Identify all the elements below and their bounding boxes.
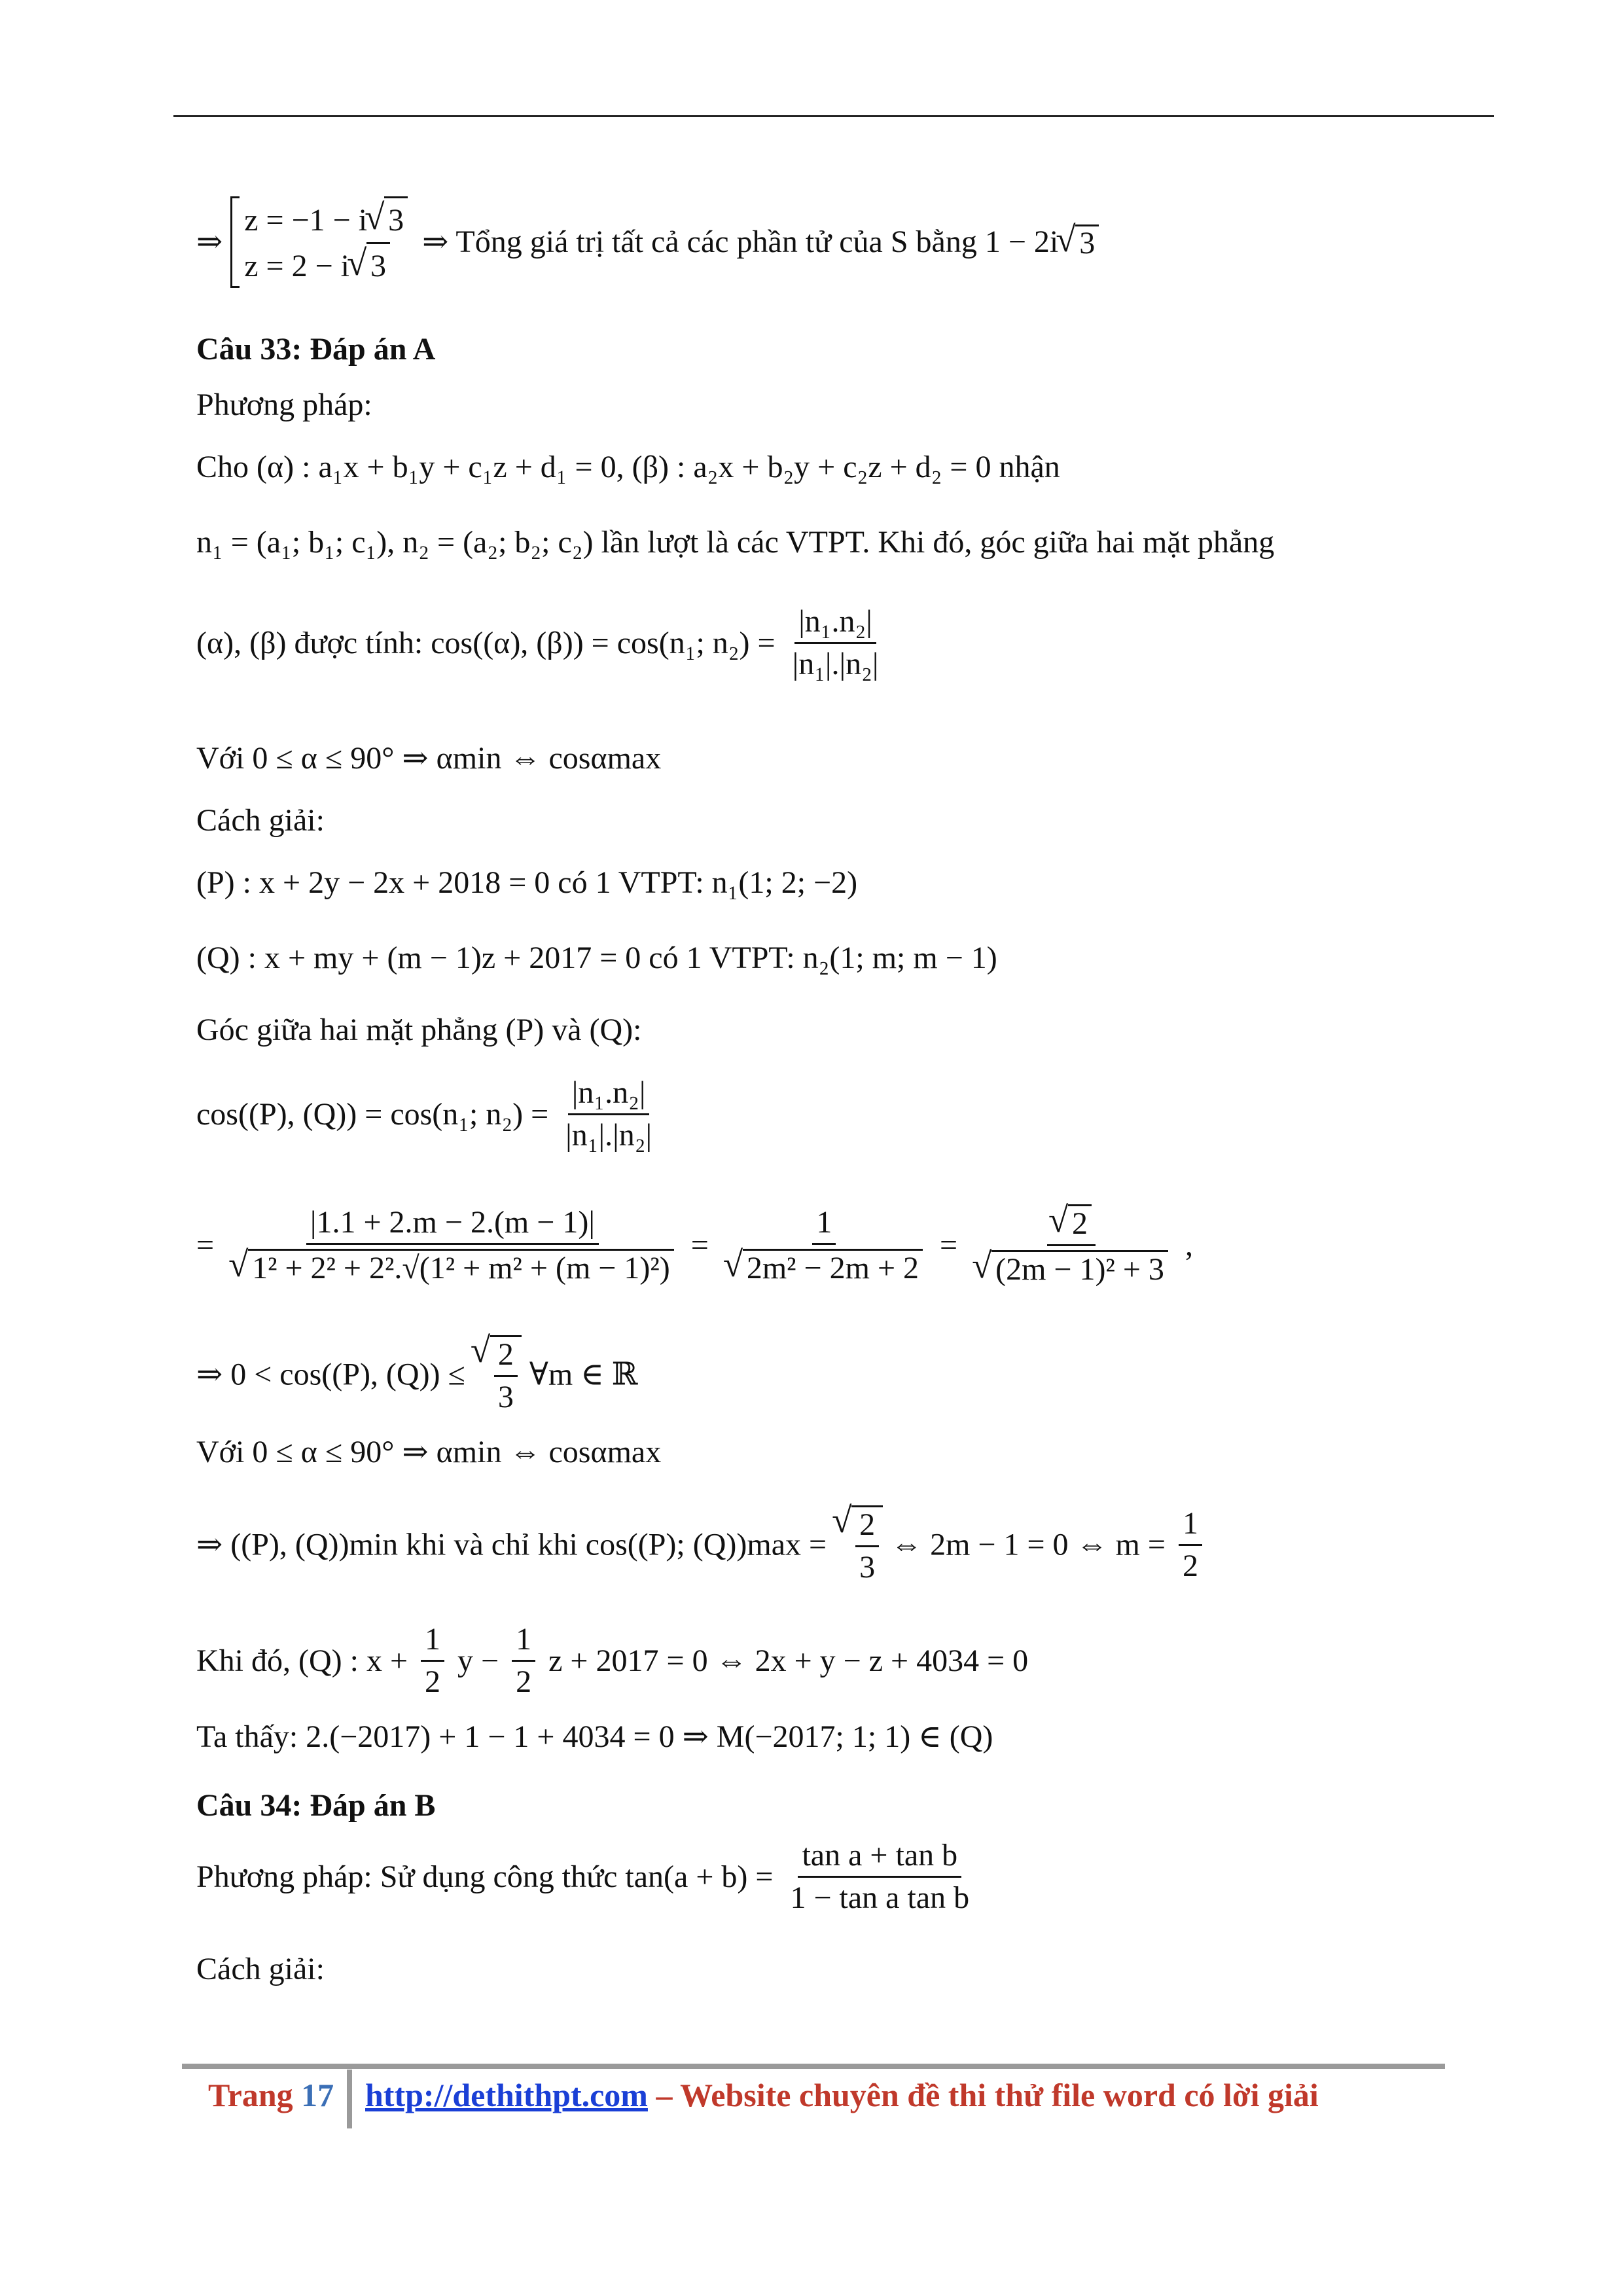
plane-Q-result: Khi đó, (Q) : x + $\frac{1}{2}$ y − $\frac{1}{2}$ z + 2017 = 0 ⇔ 2x + y − z + 4034 = 0: [196, 1622, 1029, 1700]
footer-tagline: – Website chuyên đề thi thử file word có lời giải: [647, 2077, 1319, 2113]
min-angle-condition: ⇒ ((P), (Q))min khi và chỉ khi cos((P); (Q))max = √ $\frac{2}{3}$ ⇔ 2m − 1 = 0 ⇔ m = $\frac{1}{2}$: [196, 1505, 1207, 1585]
method-label: Phương pháp:: [196, 387, 372, 422]
angle-formula-fraction: $\frac{\text{|n₁.n₂|}}{\text{|n₁|.|n₂|}}$: [792, 604, 879, 682]
computation-fraction-2: 1 √ 2m² − 2m + 2: [722, 1206, 927, 1285]
question-33-heading: Câu 33: Đáp án A: [196, 332, 436, 367]
tan-sum-fraction: $\frac{\text{tan a + tan b}}{\text{1 − tan a tan b}}$: [790, 1838, 970, 1916]
header-rule: [173, 115, 1494, 117]
plane-Q: (Q) : x + my + (m − 1)z + 2017 = 0 có 1 VTPT: n₂(1; m; m − 1): [196, 941, 997, 975]
solution-label-2: Cách giải:: [196, 1952, 325, 1986]
footer-text: [365, 2076, 1319, 2114]
cos-bound: ⇒ 0 < cos((P), (Q)) ≤ √ $\frac{2}{3}$ ∀m ∈ ℝ: [196, 1335, 638, 1414]
angle-condition-1: Với 0 ≤ α ≤ 90° ⇒ αmin ⇔ cosαmax: [196, 741, 662, 776]
computation-fraction-3: √ 2 √ (2m − 1)² + 3: [971, 1204, 1172, 1287]
angle-formula: (α), (β) được tính: cos((α), (β)) = cos(n₁; n₂) = $\frac{\text{|n₁.n₂|}}{\text{|n₁|.|n₂|}}$: [196, 605, 887, 681]
plane-definition: Cho (α) : a₁x + b₁y + c₁z + d₁ = 0, (β) : a₂x + b₂y + c₂z + d₂ = 0 nhận: [196, 450, 1060, 484]
solution-bracket: z = −1 − i√ 3 z = 2 − i√ 3: [230, 196, 408, 288]
cos-PQ-formula: cos((P), (Q)) = cos(n₁; n₂) = $\frac{\text{|n₁.n₂|}}{\text{|n₁|.|n₂|}}$: [196, 1077, 661, 1153]
angle-condition-2: Với 0 ≤ α ≤ 90° ⇒ αmin ⇔ cosαmax: [196, 1435, 662, 1469]
question-34-heading: Câu 34: Đáp án B: [196, 1788, 436, 1823]
solution-conclusion: ⇒ z = −1 − i√ 3 z = 2 − i√ 3 ⇒ Tổng giá trị tất cả các phần tử của S bằng 1 − 2i√ 3: [196, 196, 1099, 288]
point-check: Ta thấy: 2.(−2017) + 1 − 1 + 4034 = 0 ⇒ M(−2017; 1; 1) ∈ (Q): [196, 1719, 993, 1754]
footer-separator: [347, 2070, 352, 2128]
computation-fraction-1: |1.1 + 2.m − 2.(m − 1)| √ 1² + 2² + 2².√(1² + m² + (m − 1)²): [227, 1206, 678, 1285]
normal-vectors: n₁ = (a₁; b₁; c₁), n₂ = (a₂; b₂; c₂) lần lượt là các VTPT. Khi đó, góc giữa hai mặt phẳng: [196, 525, 1275, 560]
cos-PQ-fraction: $\frac{\text{|n₁.n₂|}}{\text{|n₁|.|n₂|}}$: [565, 1075, 652, 1153]
footer-rule: [182, 2064, 1445, 2069]
solution-label-1: Cách giải:: [196, 803, 325, 838]
tan-sum-formula: Phương pháp: Sử dụng công thức tan(a + b) = $\frac{\text{tan a + tan b}}{\text{1 − tan a tan b}}$: [196, 1839, 978, 1915]
angle-PQ-label: Góc giữa hai mặt phẳng (P) và (Q):: [196, 1013, 642, 1047]
cos-PQ-computation: = |1.1 + 2.m − 2.(m − 1)| √ 1² + 2² + 2².√(1² + m² + (m − 1)²) = 1 √ 2m² − 2m + 2 = √ 2 √ (2m − 1)² + 3 ,: [196, 1204, 1193, 1287]
footer-page-number: Trang 17: [208, 2077, 334, 2113]
footer-link[interactable]: http://dethithpt.com: [365, 2077, 648, 2113]
plane-P: (P) : x + 2y − 2x + 2018 = 0 có 1 VTPT: n₁(1; 2; −2): [196, 865, 858, 900]
